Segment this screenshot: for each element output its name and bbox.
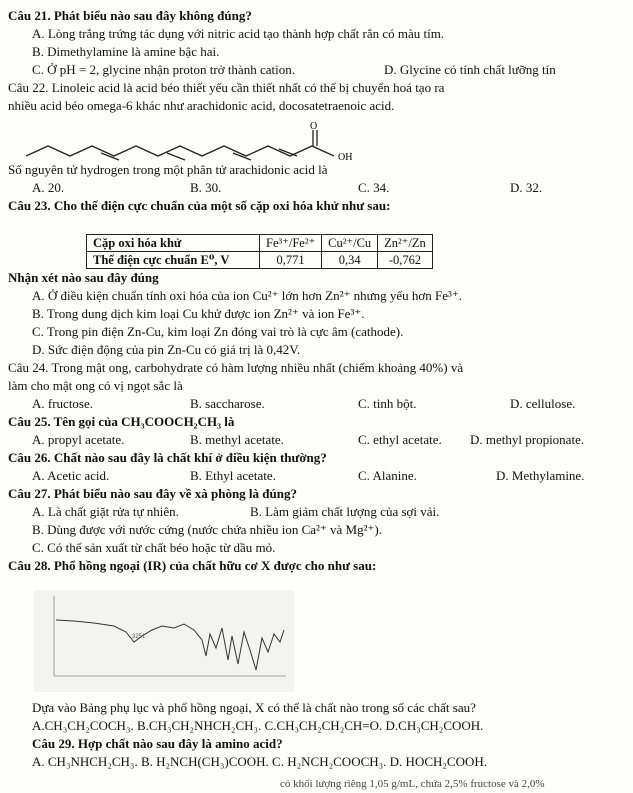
q28-options: A.CH₃CH₂COCH₃. B.CH₃CH₂NHCH₂CH₃. C.CH₃CH₂CH₂CH=O. D.CH₃CH₂COOH.: [32, 718, 484, 733]
electrode-potential-table: [86, 234, 433, 269]
table-couple-cu: Cu²⁺/Cu: [322, 235, 378, 252]
q27-option-b-reduce: B. Làm giảm chất lượng của sợi vải.: [250, 504, 440, 519]
question-24-line1: Câu 24. Trong mật ong, carbohydrate có hàm lượng nhiều nhất (chiếm khoảng 40%) và: [8, 360, 464, 375]
table-value-cu: 0,34: [322, 252, 378, 269]
q27-option-a: A. Là chất giặt rửa tự nhiên.: [32, 504, 179, 519]
question-23: Câu 23. Cho thế điện cực chuẩn của một số cặp oxi hóa khử như sau:: [8, 198, 391, 213]
question-22-stem: Số nguyên tử hydrogen trong một phân tử arachidonic acid là: [8, 162, 328, 177]
molecule-oh-label: OH: [338, 152, 353, 162]
q25-option-d: D. methyl propionate.: [470, 432, 585, 447]
question-30-partial: có khối lượng riêng 1,05 g/mL, chứa 2,5% fructose và 2,0%: [280, 778, 545, 790]
molecule-o-label: O: [310, 121, 318, 132]
q21-option-d: D. Glycine có tính chất lưỡng tín: [384, 62, 556, 77]
q22-option-a: A. 20.: [32, 180, 65, 195]
q23-option-a: A. Ở điều kiện chuẩn tính oxi hóa của ion Cu²⁺ lớn hơn Zn²⁺ nhưng yếu hơn Fe³⁺.: [32, 288, 463, 303]
q26-option-a: A. Acetic acid.: [32, 468, 110, 483]
question-25: Câu 25. Tên gọi của CH₃COOCH₂CH₃ là: [8, 414, 235, 429]
q23-option-d: D. Sức điện động của pin Zn-Cu có giá trị là 0,42V.: [32, 342, 301, 357]
question-23-stem: Nhận xét nào sau đây đúng: [8, 270, 159, 285]
q25-option-a: A. propyl acetate.: [32, 432, 125, 447]
q25-option-c: C. ethyl acetate.: [358, 432, 442, 447]
q26-option-c: C. Alanine.: [358, 468, 417, 483]
table-header-couple: Cặp oxi hóa khử: [87, 235, 260, 252]
q26-option-b: B. Ethyl acetate.: [190, 468, 276, 483]
q27-option-c: C. Có thể sản xuất từ chất béo hoặc từ dầu mỏ.: [32, 540, 276, 555]
table-value-zn: -0,762: [378, 252, 433, 269]
question-26: Câu 26. Chất nào sau đây là chất khí ở điều kiện thường?: [8, 450, 327, 465]
question-24-line2: làm cho mật ong có vị ngọt sắc là: [8, 378, 183, 393]
table-couple-fe: Fe³⁺/Fe²⁺: [260, 235, 322, 252]
ir-spectrum-image: [34, 590, 294, 692]
q24-option-b: B. saccharose.: [190, 396, 265, 411]
question-28-stem: Dựa vào Bảng phụ lục và phổ hồng ngoại, X có thể là chất nào trong số các chất sau?: [32, 700, 476, 715]
question-28: Câu 28. Phổ hồng ngoại (IR) của chất hữu cơ X được cho như sau:: [8, 558, 377, 573]
q23-option-b: B. Trong dung dịch kim loại Cu khử được ion Zn²⁺ và ion Fe³⁺.: [32, 306, 365, 321]
q24-option-d: D. cellulose.: [510, 396, 576, 411]
question-21: Câu 21. Phát biểu nào sau đây không đúng?: [8, 8, 252, 23]
q21-option-c: C. Ở pH = 2, glycine nhận proton trở thành cation.: [32, 62, 295, 77]
question-29: Câu 29. Hợp chất nào sau đây là amino acid?: [32, 736, 283, 751]
q21-option-a: A. Lòng trắng trứng tác dụng với nitric acid tạo thành hợp chất rắn có màu tím.: [32, 26, 445, 41]
table-value-fe: 0,771: [260, 252, 322, 269]
q22-option-b: B. 30.: [190, 180, 222, 195]
question-22-line2: nhiều acid béo omega-6 khác như arachidonic acid, docosatetraenoic acid.: [8, 98, 395, 113]
q29-options: A. CH₃NHCH₂CH₃. B. H₂NCH(CH₃)COOH. C. H₂NCH₂COOCH₃. D. HOCH₂COOH.: [32, 754, 488, 769]
q27-option-b: B. Dùng được với nước cứng (nước chứa nhiều ion Ca²⁺ và Mg²⁺).: [32, 522, 382, 537]
q23-option-c: C. Trong pin điện Zn-Cu, kim loại Zn đóng vai trò là cực âm (cathode).: [32, 324, 404, 339]
ir-peak-label: 3251: [132, 634, 146, 640]
q25-option-b: B. methyl acetate.: [190, 432, 284, 447]
table-header-potential: Thế điện cực chuẩn E⁰, V: [87, 252, 260, 269]
q24-option-c: C. tinh bột.: [358, 396, 417, 411]
q22-option-d: D. 32.: [510, 180, 543, 195]
q24-option-a: A. fructose.: [32, 396, 94, 411]
q22-option-c: C. 34.: [358, 180, 390, 195]
table-couple-zn: Zn²⁺/Zn: [378, 235, 433, 252]
question-27: Câu 27. Phát biểu nào sau đây về xà phòng là đúng?: [8, 486, 297, 501]
question-22-line1: Câu 22. Linoleic acid là acid béo thiết yếu cần thiết nhất có thể bị chuyển hoá tạo ra: [8, 80, 445, 95]
arachidonic-acid-structure: [22, 120, 362, 162]
q26-option-d: D. Methylamine.: [496, 468, 585, 483]
q21-option-b: B. Dimethylamine là amine bậc hai.: [32, 44, 220, 59]
